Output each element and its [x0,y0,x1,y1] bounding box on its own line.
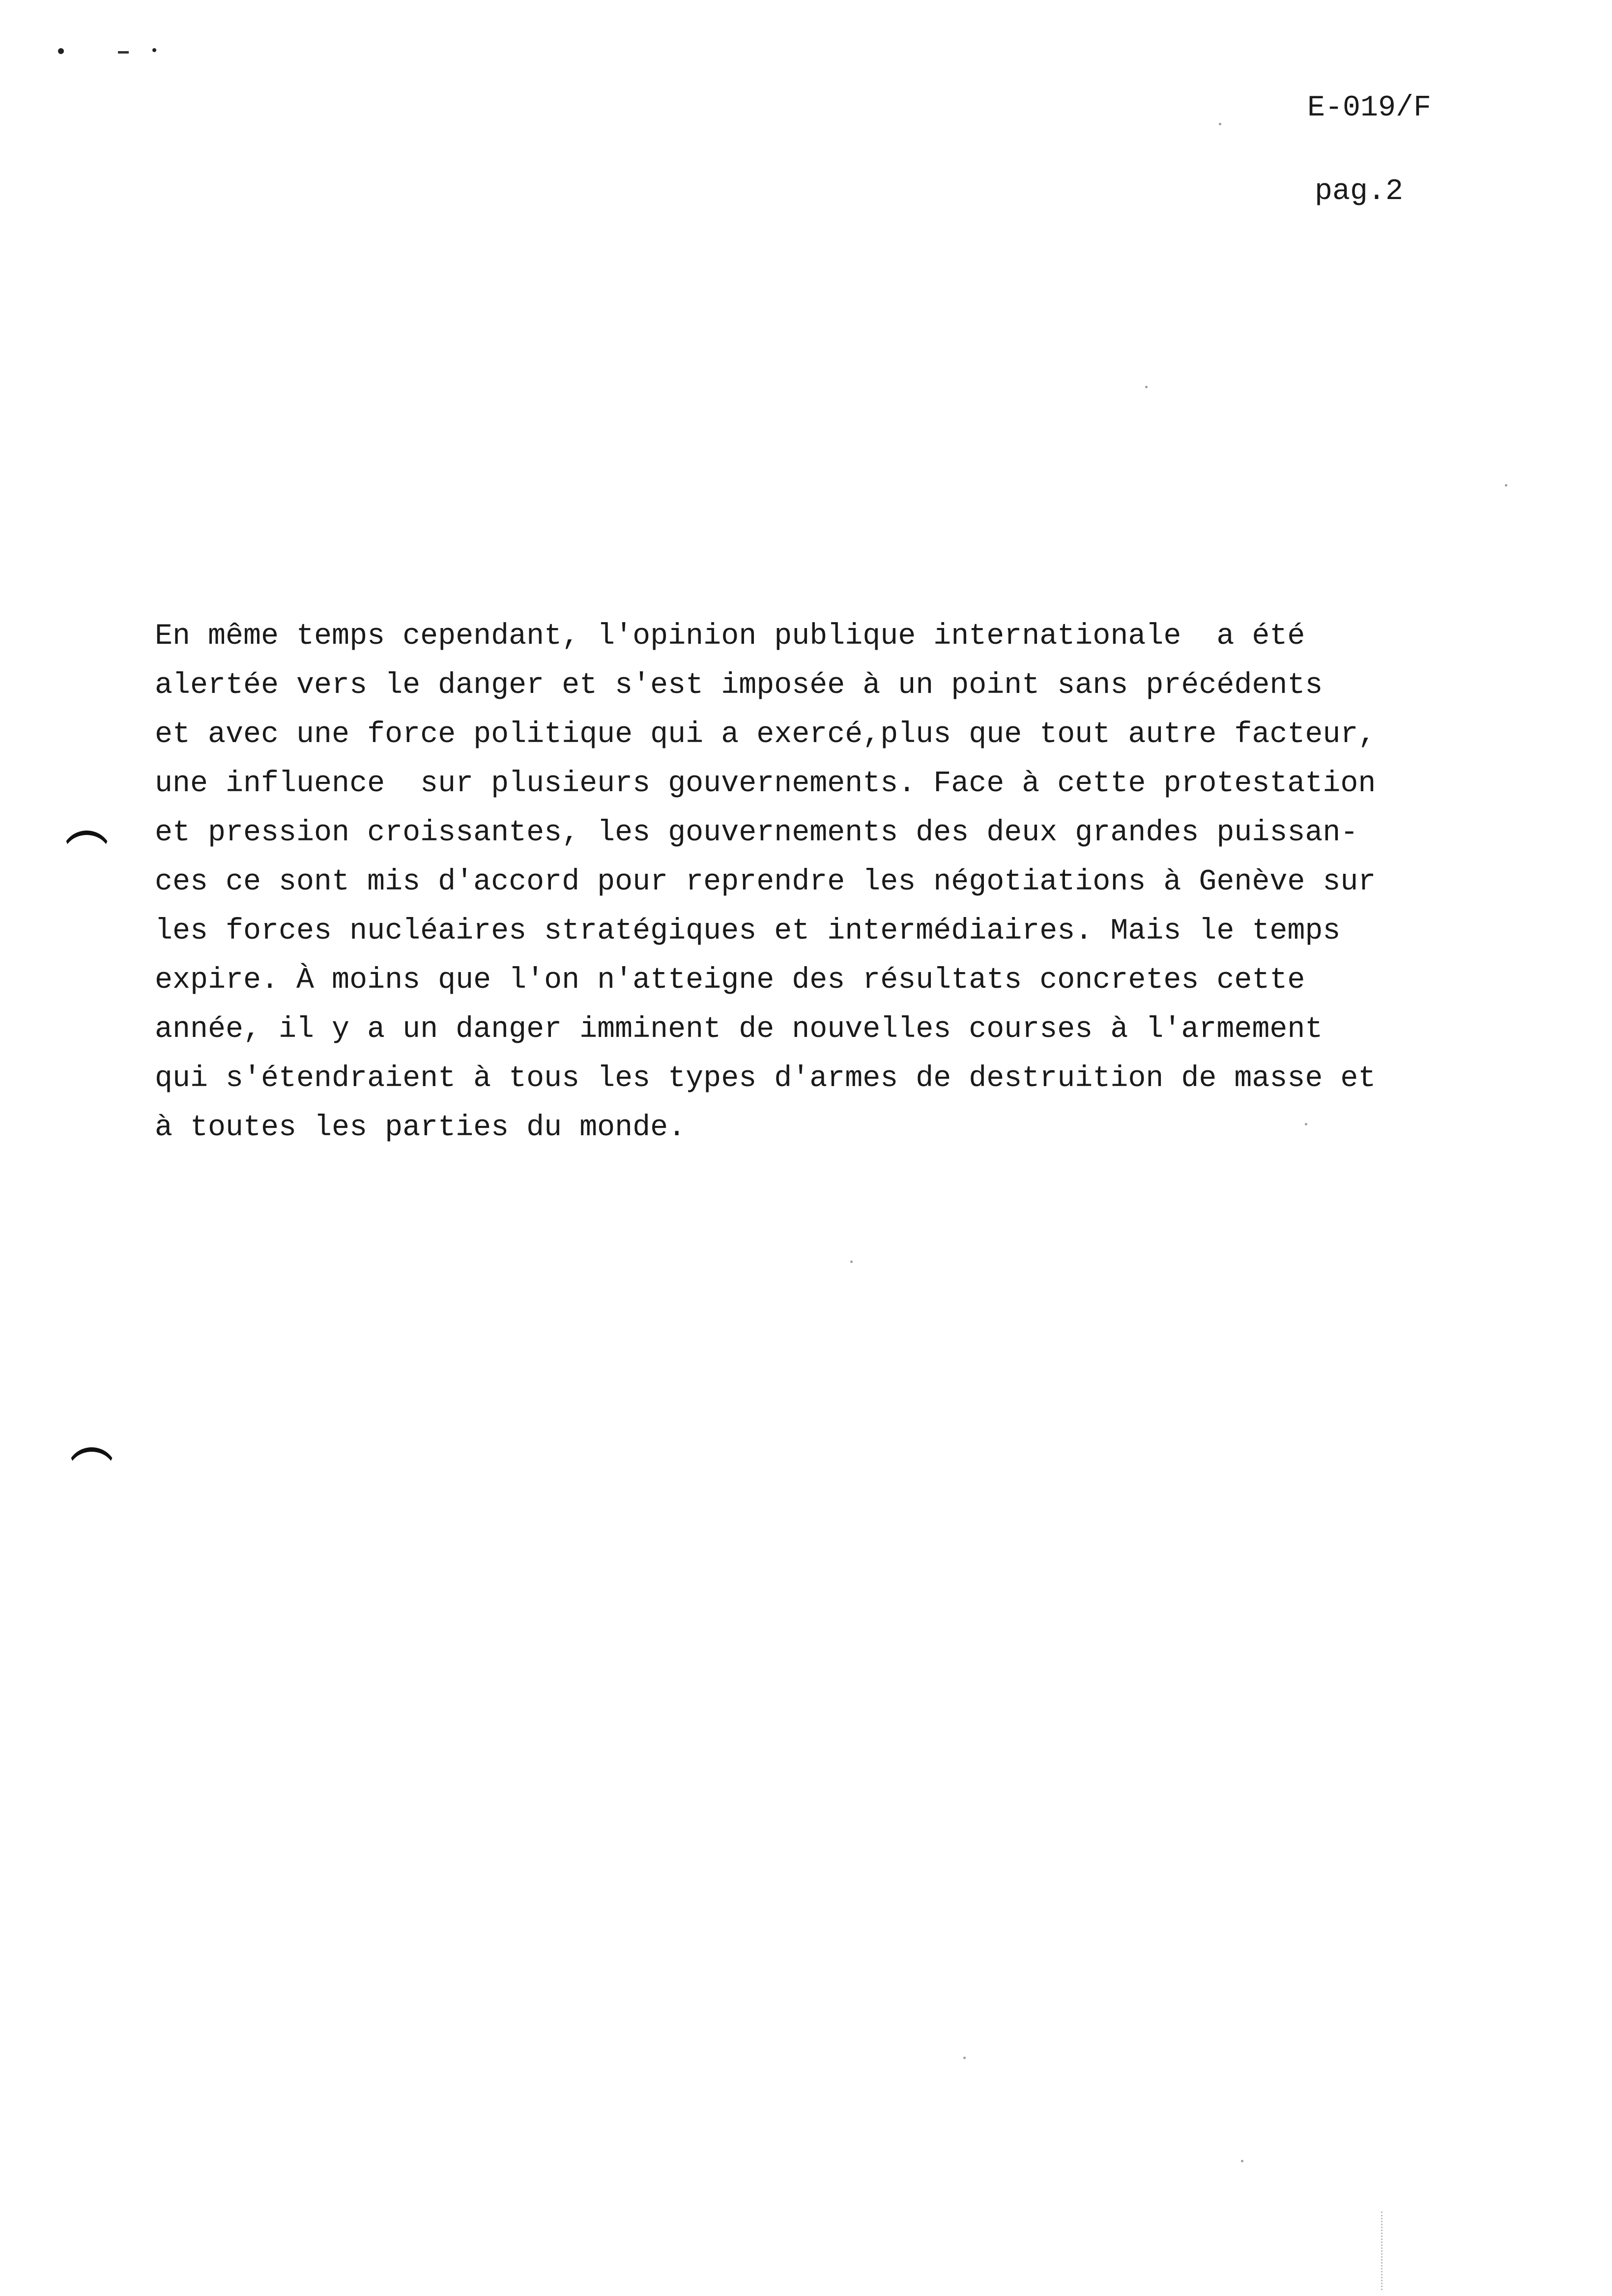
text-line: une influence sur plusieurs gouvernements. Face à cette protestation [155,767,1376,801]
punch-hole-arc-bottom [66,1447,117,1481]
page-number: pag.2 [1315,175,1404,208]
text-line: et avec une force politique qui a exercé,plus que tout autre facteur, [155,718,1376,751]
text-line: à toutes les parties du monde. [155,1111,686,1145]
text-line: les forces nucléaires stratégiques et intermédiaires. Mais le temps [155,915,1341,948]
scan-edge-line [1381,2211,1384,2290]
text-line: qui s'étendraient à tous les types d'armes de destruition de masse et [155,1062,1376,1095]
scan-speck [1145,386,1148,388]
body-paragraph [155,612,1580,1152]
scan-speck [850,1261,853,1263]
scan-speck [1505,484,1507,487]
punch-hole-arc-top [61,831,112,864]
text-line: En même temps cependant, l'opinion publique internationale a été [155,620,1305,653]
text-line: ces ce sont mis d'accord pour reprendre les négotiations à Genève sur [155,865,1376,899]
text-line: alertée vers le danger et s'est imposée à un point sans précédents [155,669,1323,702]
scan-dot-mark [152,48,156,52]
scan-speck [963,2057,966,2059]
document-reference: E-019/F [1307,91,1432,125]
scan-dash-mark [118,51,129,54]
text-line: et pression croissantes, les gouvernements des deux grandes puissan- [155,816,1358,850]
text-line: année, il y a un danger imminent de nouvelles courses à l'armement [155,1013,1323,1046]
scan-dot-mark [58,48,64,54]
text-line: expire. À moins que l'on n'atteigne des résultats concretes cette [155,964,1305,997]
scan-speck [1241,2160,1243,2162]
scan-speck [1219,123,1221,125]
